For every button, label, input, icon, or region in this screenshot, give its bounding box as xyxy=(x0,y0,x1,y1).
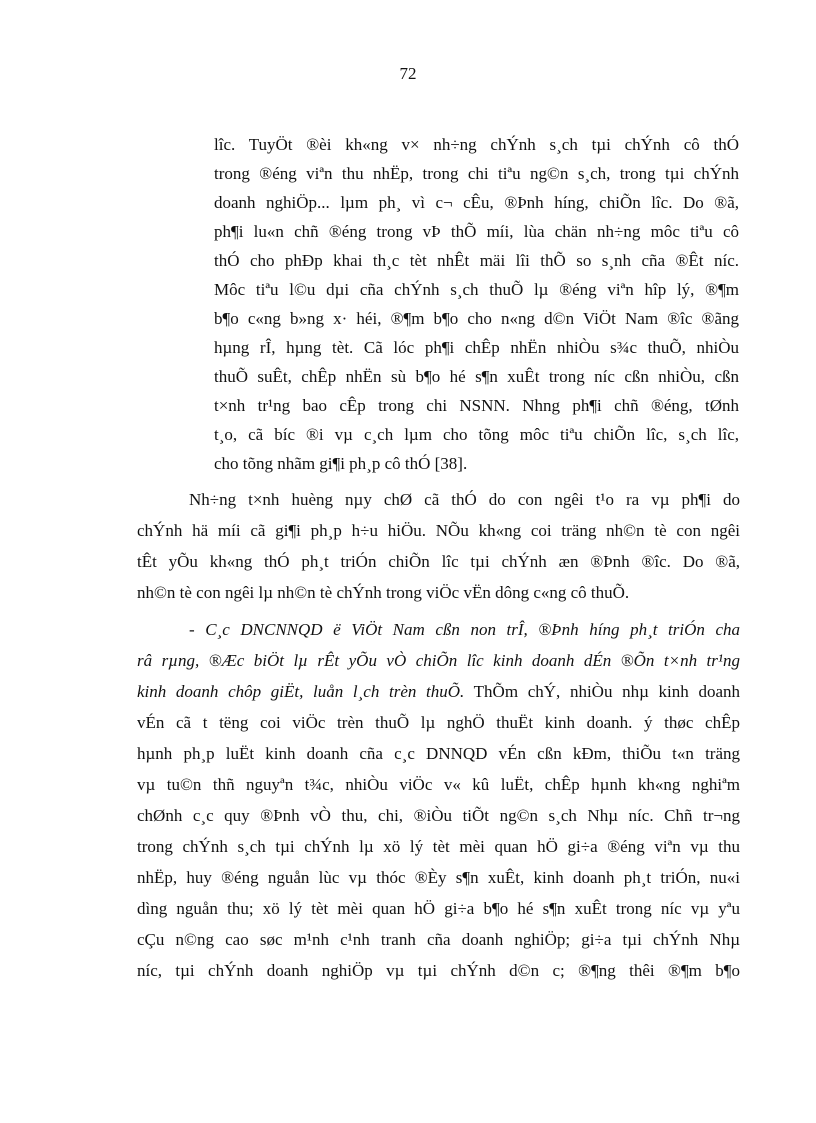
text-line: hµng rÎ, hµng tèt. Cã lóc ph¶i chÊp nhËn nhiÒu s¾c thuÕ, nhiÒu xyxy=(214,338,739,357)
text-line: dìng nguån thu; xö lý tèt mèi quan hÖ gi÷a b¶o hé s¶n xuÊt trong níc vµ yªu xyxy=(137,899,740,918)
text-line: cho tõng nhãm gi¶i ph¸p cô thÓ [38]. xyxy=(214,454,468,473)
text-line: râ rµng, ®Æc biÖt lµ rÊt yÕu vÒ chiÕn lîc kinh doanh dÉn ®Õn t×nh tr¹ng xyxy=(137,651,740,670)
text-line: nhËp, huy ®éng nguån lùc vµ thóc ®Èy s¶n xuÊt, kinh doanh ph¸t triÓn, nu«i xyxy=(137,868,740,887)
text-line: doanh nghiÖp... lµm ph¸ vì c¬ cÊu, ®Þnh híng, chiÕn lîc. Do ®ã, xyxy=(214,193,739,212)
text-line: chÝnh hä míi cã gi¶i ph¸p h÷u hiÖu. NÕu kh«ng coi träng nh©n tè con ngêi xyxy=(137,521,740,540)
text-line: lîc. TuyÖt ®èi kh«ng v× nh÷ng chÝnh s¸ch tµi chÝnh cô thÓ xyxy=(214,135,739,154)
text-line xyxy=(137,683,740,700)
text-line: Nh÷ng t×nh huèng nµy chØ cã thÓ do con ngêi t¹o ra vµ ph¶i do xyxy=(189,490,740,509)
text-line: níc, tµi chÝnh doanh nghiÖp vµ tµi chÝnh d©n c; ®¶ng thêi ®¶m b¶o xyxy=(137,961,740,980)
text-line: b¶o c«ng b»ng x· héi, ®¶m b¶o cho n«ng d©n ViÖt Nam ®îc ®ãng xyxy=(214,309,739,328)
text-run: ThÕm chÝ, nhiÒu nhµ kinh doanh xyxy=(464,682,740,701)
text-line: chØnh c¸c quy ®Þnh vÒ thu, chi, ®iÒu tiÕt ng©n s¸ch Nhµ níc. Chñ tr¬ng xyxy=(137,806,740,825)
text-line: ph¶i lu«n chñ ®éng trong vÞ thÕ míi, lùa chän nh÷ng môc tiªu cô xyxy=(214,222,739,241)
text-line: nh©n tè con ngêi lµ nh©n tè chÝnh trong viÖc vËn dông c«ng cô thuÕ. xyxy=(137,583,630,602)
text-line: trong ®éng viªn thu nhËp, trong chi tiªu ng©n s¸ch, trong tµi chÝnh xyxy=(214,164,739,183)
text-line: vÉn cã t tëng coi viÖc trèn thuÕ lµ nghÖ thuËt kinh doanh. ý thøc chÊp xyxy=(137,713,740,732)
text-line: thuÕ suÊt, chÊp nhËn sù b¶o hé s¶n xuÊt trong níc cßn nhiÒu, cßn xyxy=(214,367,739,386)
text-line: thÓ cho phÐp khai th¸c tèt nhÊt mäi lîi thÕ so s¸nh cña ®Êt níc. xyxy=(214,251,739,270)
text-line: cÇu n©ng cao søc m¹nh c¹nh tranh cña doanh nghiÖp; gi÷a tµi chÝnh Nhµ xyxy=(137,930,740,949)
italic-run: kinh doanh chôp giËt, luån l¸ch trèn thuÕ. xyxy=(137,682,465,701)
text-line: t¸o, cã bíc ®i vµ c¸ch lµm cho tõng môc tiªu chiÕn lîc, s¸ch lîc, xyxy=(214,425,739,444)
text-line: hµnh ph¸p luËt kinh doanh cña c¸c DNNQD vÉn cßn kÐm, thiÕu t«n träng xyxy=(137,744,740,763)
text-line: trong chÝnh s¸ch tµi chÝnh lµ xö lý tèt mèi quan hÖ gi÷a ®éng viªn vµ thu xyxy=(137,837,740,856)
text-line: tÊt yÕu kh«ng thÓ ph¸t triÓn chiÕn lîc tµi chÝnh æn ®Þnh ®îc. Do ®ã, xyxy=(137,552,740,571)
text-line: t×nh tr¹ng bao cÊp trong chi NSNN. Nhng ph¶i chñ ®éng, tØnh xyxy=(214,396,739,415)
page-number: 72 xyxy=(399,64,417,83)
text-line: - C¸c DNCNNQD ë ViÖt Nam cßn non trÎ, ®Þnh híng ph¸t triÓn cha xyxy=(189,620,740,639)
text-line: vµ tu©n thñ nguyªn t¾c, nhiÒu viÖc v« kû luËt, chÊp hµnh kh«ng nghiªm xyxy=(137,775,740,794)
text-line: Môc tiªu l©u dµi cña chÝnh s¸ch thuÕ lµ ®éng viªn hîp lý, ®¶m xyxy=(214,280,739,299)
